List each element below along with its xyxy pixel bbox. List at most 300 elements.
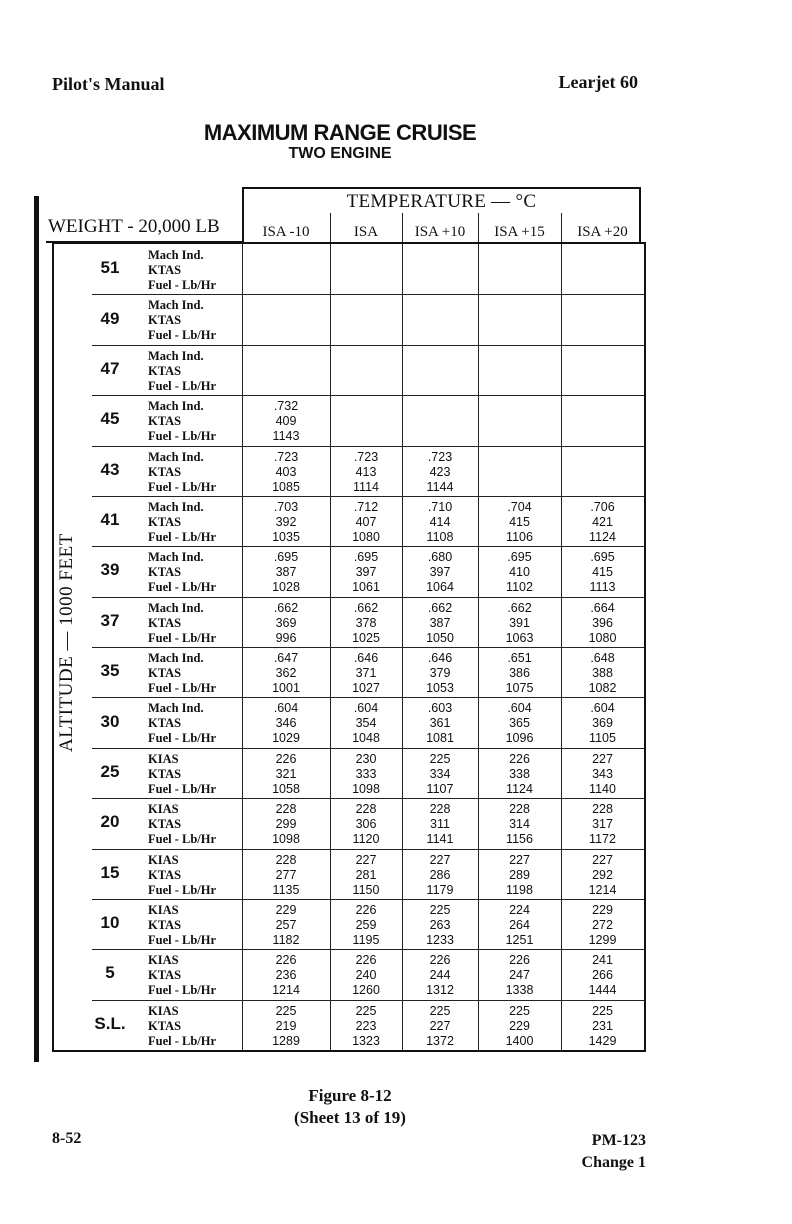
table-cell xyxy=(256,953,316,998)
parameter-label: KTAS xyxy=(148,263,182,277)
cell-value: 354 xyxy=(355,716,377,731)
row-rule xyxy=(92,849,644,850)
column-header: ISA xyxy=(353,224,379,240)
row-labels xyxy=(148,450,268,495)
cell-value: 314 xyxy=(509,817,530,832)
parameter-label: Fuel - Lb/Hr xyxy=(148,1033,217,1048)
cell-value: 1048 xyxy=(352,731,380,746)
cell-value: .651 xyxy=(507,651,532,665)
table-cell xyxy=(573,802,633,847)
cell-value: 1124 xyxy=(506,781,533,796)
temperature-heading: TEMPERATURE — °C xyxy=(346,191,537,212)
row-rule xyxy=(92,345,644,346)
table-cell xyxy=(336,752,396,797)
parameter-label: KTAS xyxy=(148,867,182,882)
table-cell xyxy=(410,500,470,545)
cell-value: 226 xyxy=(275,953,297,968)
cell-value: 289 xyxy=(509,867,530,882)
cell-value: 391 xyxy=(509,615,530,630)
row-labels xyxy=(148,752,268,797)
cell-value: .664 xyxy=(590,600,615,615)
cell-value: 226 xyxy=(429,953,451,968)
cell-value: 229 xyxy=(592,902,613,917)
altitude-value: 51 xyxy=(100,258,120,278)
cell-value: 1198 xyxy=(506,882,533,897)
cell-value: 264 xyxy=(509,917,530,932)
cell-value: 414 xyxy=(429,514,451,529)
parameter-label: KIAS xyxy=(148,852,179,867)
altitude-value: 49 xyxy=(100,308,120,328)
cell-value: 1289 xyxy=(272,1033,300,1048)
table-cell xyxy=(490,651,550,696)
cell-value: 1058 xyxy=(272,781,300,796)
cell-value: 1214 xyxy=(272,983,300,998)
cell-value: 229 xyxy=(509,1018,530,1033)
parameter-label: KTAS xyxy=(148,666,182,680)
parameter-label: KIAS xyxy=(148,1003,179,1018)
cell-value: 415 xyxy=(592,565,613,580)
table-cell xyxy=(573,853,633,898)
cell-value: .662 xyxy=(427,600,453,615)
table-cell xyxy=(336,1004,396,1049)
cell-value: 226 xyxy=(275,751,297,766)
row-labels xyxy=(148,399,268,444)
table-cell xyxy=(336,701,396,746)
cell-value: 369 xyxy=(275,615,297,630)
cell-value: 371 xyxy=(355,666,377,680)
table-cell xyxy=(336,903,396,948)
cell-value: 227 xyxy=(429,1018,451,1033)
table-cell xyxy=(573,953,633,998)
altitude-value: 39 xyxy=(100,560,120,580)
table-cell xyxy=(410,601,470,646)
table-cell xyxy=(256,601,316,646)
row-rule xyxy=(92,395,644,396)
row-labels xyxy=(148,349,268,394)
cell-value: 1108 xyxy=(426,529,454,544)
cell-value: 1251 xyxy=(505,932,534,947)
parameter-label: Fuel - Lb/Hr xyxy=(148,328,217,343)
cell-value: 1140 xyxy=(589,781,616,796)
parameter-label: Mach Ind. xyxy=(148,248,204,262)
parameter-label: Mach Ind. xyxy=(148,298,204,313)
cell-value: 1027 xyxy=(352,681,380,695)
cell-value: .662 xyxy=(353,600,379,615)
cell-value: .648 xyxy=(590,651,615,665)
cell-value: 228 xyxy=(429,802,451,817)
parameter-label: Fuel - Lb/Hr xyxy=(148,832,217,847)
column-divider xyxy=(330,213,331,242)
cell-value: 421 xyxy=(592,514,613,529)
row-rule xyxy=(92,798,644,799)
parameter-label: Mach Ind. xyxy=(148,499,204,514)
cell-value: 996 xyxy=(275,630,297,645)
cell-value: 1182 xyxy=(272,932,300,947)
table-cell xyxy=(490,953,550,998)
table-cell xyxy=(256,853,316,898)
altitude-value: S.L. xyxy=(94,1013,126,1033)
cell-value: 343 xyxy=(592,766,613,781)
parameter-label: KTAS xyxy=(148,313,182,328)
parameter-label: KIAS xyxy=(148,902,179,917)
cell-value: 365 xyxy=(509,716,530,731)
row-labels xyxy=(148,651,268,696)
row-labels xyxy=(148,701,268,746)
change-number: Change 1 xyxy=(581,1154,646,1171)
cell-value: 228 xyxy=(275,802,297,817)
cell-value: .695 xyxy=(273,550,299,565)
parameter-label: Fuel - Lb/Hr xyxy=(148,983,217,998)
column-divider xyxy=(478,213,479,242)
cell-value: 1098 xyxy=(272,832,300,847)
row-rule xyxy=(92,899,644,900)
table-cell xyxy=(410,1004,470,1049)
altitude-axis-label: ALTITUDE — 1000 FEET xyxy=(56,533,77,752)
table-cell xyxy=(256,651,316,696)
cell-value: .604 xyxy=(590,701,615,716)
cell-value: 1028 xyxy=(272,580,300,595)
cell-value: 378 xyxy=(355,615,377,630)
parameter-label: KIAS xyxy=(148,802,179,817)
cell-value: 227 xyxy=(509,852,530,867)
cell-value: 1372 xyxy=(426,1033,454,1048)
cell-value: 225 xyxy=(509,1003,530,1018)
cell-value: 1085 xyxy=(272,479,300,494)
cell-value: 1299 xyxy=(588,932,617,947)
parameter-label: Fuel - Lb/Hr xyxy=(148,479,217,494)
cell-value: 1105 xyxy=(589,731,616,746)
cell-value: 306 xyxy=(355,817,377,832)
cell-value: 1075 xyxy=(505,681,534,695)
parameter-label: KTAS xyxy=(148,464,182,479)
cell-value: .704 xyxy=(507,499,532,514)
table-cell xyxy=(410,802,470,847)
table-cell xyxy=(490,802,550,847)
cell-value: 1323 xyxy=(352,1033,380,1048)
table-cell xyxy=(573,651,633,696)
cell-value: .603 xyxy=(427,701,453,716)
column-divider xyxy=(402,213,403,242)
cell-value: 1233 xyxy=(426,932,454,947)
cell-value: .604 xyxy=(273,701,299,716)
parameter-label: Mach Ind. xyxy=(148,348,204,363)
cell-value: 1179 xyxy=(426,882,454,897)
cell-value: 423 xyxy=(429,464,451,479)
cell-value: 244 xyxy=(429,968,451,983)
figure-sheet: (Sheet 13 of 19) xyxy=(294,1108,406,1127)
parameter-label: KTAS xyxy=(148,716,182,731)
cell-value: 1029 xyxy=(272,731,300,746)
cell-value: 396 xyxy=(592,615,613,630)
cell-value: 227 xyxy=(355,852,377,867)
parameter-label: Fuel - Lb/Hr xyxy=(148,429,217,444)
cell-value: 281 xyxy=(355,867,377,882)
altitude-value: 37 xyxy=(100,610,120,630)
cell-value: 266 xyxy=(592,968,613,983)
cell-value: 225 xyxy=(429,1003,451,1018)
column-divider xyxy=(561,213,562,242)
altitude-value: 41 xyxy=(100,510,120,530)
cell-value: 1025 xyxy=(352,630,380,645)
cell-value: 226 xyxy=(509,751,530,766)
cell-value: 1113 xyxy=(589,580,616,595)
document-id xyxy=(582,1130,646,1174)
cell-value: 1312 xyxy=(426,983,454,998)
table-cell xyxy=(490,500,550,545)
cell-value: 1064 xyxy=(426,580,454,595)
table-cell xyxy=(490,1004,550,1049)
cell-value: 338 xyxy=(509,766,530,781)
cell-value: 1001 xyxy=(272,681,300,695)
cell-value: .695 xyxy=(353,550,379,565)
row-rule xyxy=(92,496,644,497)
column-header: ISA -10 xyxy=(262,224,310,240)
parameter-label: Mach Ind. xyxy=(148,600,204,615)
aircraft-model: Learjet 60 xyxy=(558,72,638,92)
cell-value: 299 xyxy=(275,817,297,832)
parameter-label: Fuel - Lb/Hr xyxy=(148,731,217,746)
table-cell xyxy=(573,752,633,797)
row-labels xyxy=(148,248,268,293)
altitude-value: 43 xyxy=(100,459,120,479)
cell-value: 1098 xyxy=(352,781,380,796)
table-cell xyxy=(410,752,470,797)
table-cell xyxy=(410,450,470,495)
cell-value: 311 xyxy=(430,817,450,832)
table-cell xyxy=(336,601,396,646)
row-rule xyxy=(92,949,644,950)
cell-value: .680 xyxy=(427,550,453,565)
table-cell xyxy=(410,953,470,998)
cell-value: 346 xyxy=(275,716,297,731)
cell-value: 1102 xyxy=(506,580,533,595)
cell-value: 286 xyxy=(429,867,451,882)
parameter-label: Mach Ind. xyxy=(148,399,204,414)
cell-value: 1096 xyxy=(505,731,534,746)
cell-value: 1143 xyxy=(272,429,300,444)
table-cell xyxy=(490,903,550,948)
row-rule xyxy=(92,748,644,749)
parameter-label: KTAS xyxy=(148,968,182,983)
cell-value: 321 xyxy=(275,766,297,781)
column-header: ISA +15 xyxy=(494,224,545,240)
row-labels xyxy=(148,1004,268,1049)
cell-value: 228 xyxy=(592,802,613,817)
cell-value: 1156 xyxy=(506,832,533,847)
cell-value: 1400 xyxy=(505,1033,534,1048)
row-labels xyxy=(148,550,268,595)
cell-value: 225 xyxy=(592,1003,613,1018)
cell-value: 317 xyxy=(592,817,613,832)
cell-value: 386 xyxy=(509,666,530,680)
cell-value: .662 xyxy=(273,600,299,615)
altitude-value: 45 xyxy=(100,409,120,429)
parameter-label: Fuel - Lb/Hr xyxy=(148,378,217,393)
cell-value: 387 xyxy=(275,565,297,580)
cell-value: 1120 xyxy=(352,832,380,847)
cell-value: 225 xyxy=(275,1003,297,1018)
table-cell xyxy=(573,903,633,948)
table-cell xyxy=(490,701,550,746)
cell-value: 228 xyxy=(509,802,530,817)
cell-value: 224 xyxy=(509,902,530,917)
row-labels xyxy=(148,953,268,998)
cell-value: 388 xyxy=(592,666,613,680)
cell-value: 230 xyxy=(355,751,377,766)
column-header: ISA +10 xyxy=(414,224,466,240)
table-cell xyxy=(336,953,396,998)
figure-caption xyxy=(0,1085,700,1129)
table-cell xyxy=(410,651,470,696)
parameter-label: KTAS xyxy=(148,565,182,580)
revision-bar xyxy=(34,196,39,1062)
cell-value: 1429 xyxy=(588,1033,617,1048)
cell-value: 225 xyxy=(355,1003,377,1018)
figure-label: Figure 8-12 xyxy=(308,1086,392,1105)
cell-value: 1141 xyxy=(426,832,454,847)
parameter-label: Fuel - Lb/Hr xyxy=(148,781,217,796)
cell-value: 292 xyxy=(592,867,613,882)
table-cell xyxy=(410,550,470,595)
altitude-value: 47 xyxy=(100,358,120,378)
cell-value: .723 xyxy=(273,449,299,464)
cell-value: 407 xyxy=(355,514,377,529)
cell-value: 1150 xyxy=(352,882,380,897)
cell-value: 1080 xyxy=(352,529,380,544)
cell-value: .710 xyxy=(427,499,453,514)
cell-value: 1082 xyxy=(588,681,617,695)
cell-value: 277 xyxy=(275,867,297,882)
altitude-value: 20 xyxy=(100,812,120,832)
parameter-label: Fuel - Lb/Hr xyxy=(148,681,217,695)
cell-value: 1444 xyxy=(588,983,617,998)
row-rule xyxy=(92,647,644,648)
cell-value: 259 xyxy=(355,917,377,932)
cell-value: 1053 xyxy=(426,681,454,695)
altitude-value: 5 xyxy=(105,963,115,983)
table-cell xyxy=(256,802,316,847)
table-cell xyxy=(573,1004,633,1049)
cell-value: 397 xyxy=(355,565,377,580)
parameter-label: Fuel - Lb/Hr xyxy=(148,529,217,544)
parameter-label: KIAS xyxy=(148,751,179,766)
parameter-label: KTAS xyxy=(148,363,182,378)
column-header: ISA +20 xyxy=(577,224,628,240)
altitude-value: 30 xyxy=(100,711,120,731)
parameter-label: Mach Ind. xyxy=(148,701,204,716)
cell-value: 231 xyxy=(592,1018,613,1033)
row-labels xyxy=(148,500,268,545)
cell-value: .703 xyxy=(273,499,299,514)
row-rule xyxy=(92,597,644,598)
cell-value: 223 xyxy=(355,1018,377,1033)
table-cell xyxy=(573,701,633,746)
parameter-label: Fuel - Lb/Hr xyxy=(148,882,217,897)
cell-value: 1107 xyxy=(426,781,454,796)
table-cell xyxy=(256,450,316,495)
cell-value: 1195 xyxy=(352,932,380,947)
cell-value: 1114 xyxy=(353,479,379,494)
table-cell xyxy=(490,601,550,646)
row-labels xyxy=(148,298,268,343)
cell-value: 1081 xyxy=(426,731,454,746)
row-labels xyxy=(148,903,268,948)
cell-value: .723 xyxy=(427,449,453,464)
row-rule xyxy=(92,697,644,698)
cell-value: 240 xyxy=(355,968,377,983)
cell-value: 1172 xyxy=(589,832,616,847)
cell-value: .695 xyxy=(507,550,532,565)
cell-value: 219 xyxy=(275,1018,297,1033)
weight-label: WEIGHT - 20,000 LB xyxy=(48,216,220,237)
cell-value: 334 xyxy=(429,766,451,781)
cell-value: 333 xyxy=(355,766,377,781)
cell-value: 379 xyxy=(429,666,451,680)
cell-value: 413 xyxy=(355,464,377,479)
cell-value: 1063 xyxy=(505,630,534,645)
parameter-label: Mach Ind. xyxy=(148,651,204,665)
table-cell xyxy=(256,1004,316,1049)
parameter-label: Fuel - Lb/Hr xyxy=(148,278,217,292)
altitude-value: 10 xyxy=(100,913,120,933)
cell-value: .706 xyxy=(590,499,615,514)
cell-value: 1106 xyxy=(506,529,533,544)
cell-value: 225 xyxy=(429,902,451,917)
row-labels xyxy=(148,601,268,646)
cell-value: 1338 xyxy=(505,983,534,998)
cell-value: 229 xyxy=(275,902,297,917)
cell-value: 226 xyxy=(355,902,377,917)
cell-value: 227 xyxy=(592,852,613,867)
cell-value: 226 xyxy=(355,953,377,968)
cell-value: 1135 xyxy=(272,882,300,897)
cell-value: 361 xyxy=(429,716,451,731)
document-number: PM-123 xyxy=(591,1132,646,1149)
altitude-value: 25 xyxy=(100,761,120,781)
cell-value: 409 xyxy=(275,414,297,429)
cell-value: 272 xyxy=(592,917,613,932)
page-subtitle: TWO ENGINE xyxy=(288,145,392,162)
manual-title: Pilot's Manual xyxy=(52,74,165,94)
table-cell xyxy=(490,752,550,797)
cell-value: 263 xyxy=(429,917,451,932)
cell-value: 1260 xyxy=(352,983,380,998)
parameter-label: Mach Ind. xyxy=(148,550,204,565)
cell-value: 1035 xyxy=(272,529,300,544)
parameter-label: KTAS xyxy=(148,615,182,630)
cell-value: 1144 xyxy=(426,479,454,494)
parameter-label: Mach Ind. xyxy=(148,449,204,464)
parameter-label: Fuel - Lb/Hr xyxy=(148,630,217,645)
cell-value: 226 xyxy=(509,953,530,968)
cell-value: 403 xyxy=(275,464,297,479)
table-cell xyxy=(336,802,396,847)
cell-value: .647 xyxy=(273,651,299,665)
cell-value: 415 xyxy=(509,514,530,529)
cell-value: 228 xyxy=(355,802,377,817)
cell-value: .732 xyxy=(273,399,299,414)
cell-value: 392 xyxy=(275,514,297,529)
cell-value: 227 xyxy=(592,751,613,766)
cell-value: 1080 xyxy=(588,630,617,645)
cell-value: .695 xyxy=(590,550,615,565)
table-cell xyxy=(256,399,316,444)
cell-value: .604 xyxy=(507,701,532,716)
parameter-label: KTAS xyxy=(148,514,182,529)
table-cell xyxy=(256,903,316,948)
table-cell xyxy=(336,853,396,898)
cell-value: 1214 xyxy=(588,882,617,897)
